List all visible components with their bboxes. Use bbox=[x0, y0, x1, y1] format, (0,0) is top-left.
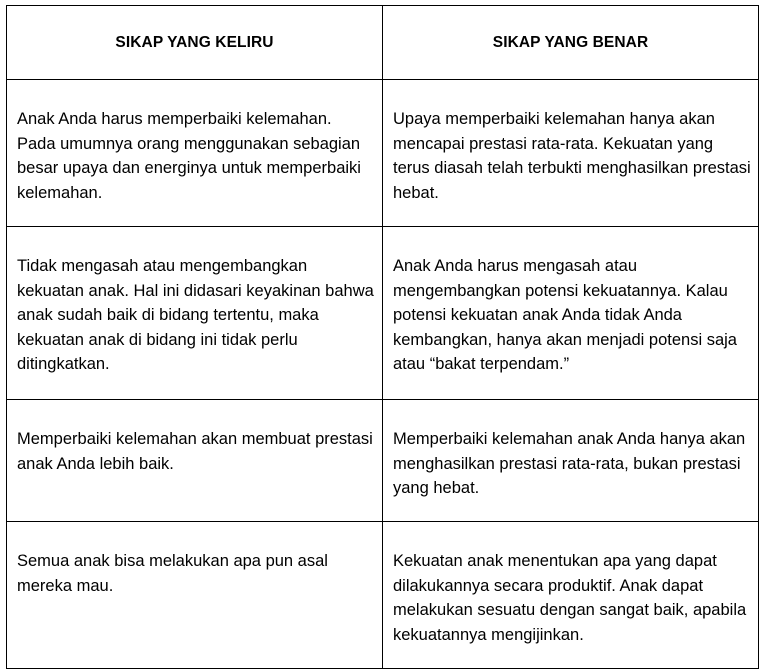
table-row bbox=[7, 227, 759, 400]
cell-text: Semua anak bisa melakukan apa pun asal mereka mau. bbox=[17, 552, 328, 595]
table-cell-keliru bbox=[7, 80, 383, 227]
cell-text: Anak Anda harus mengasah atau mengembangkan potensi kekuatannya. Kalau potensi kekuatan anak Anda tidak Anda kembangkan, hanya akan menjadi potensi saja atau “bakat terpendam.” bbox=[393, 257, 737, 373]
table-cell-benar bbox=[383, 522, 759, 669]
cell-text: Upaya memperbaiki kelemahan hanya akan mencapai prestasi rata-rata. Kekuatan yang terus diasah telah terbukti menghasilkan prestasi hebat. bbox=[393, 110, 751, 202]
table-cell-keliru bbox=[7, 400, 383, 522]
table-cell-benar bbox=[383, 80, 759, 227]
table-header-row bbox=[7, 6, 759, 80]
table-row bbox=[7, 522, 759, 669]
table-row bbox=[7, 80, 759, 227]
cell-text: Memperbaiki kelemahan anak Anda hanya akan menghasilkan prestasi rata-rata, bukan prestasi yang hebat. bbox=[393, 430, 746, 497]
table-row bbox=[7, 400, 759, 522]
table-cell-benar bbox=[383, 400, 759, 522]
table-cell-keliru bbox=[7, 522, 383, 669]
comparison-table bbox=[6, 5, 759, 669]
header-sikap-benar: SIKAP YANG BENAR bbox=[383, 6, 759, 80]
cell-text: Kekuatan anak menentukan apa yang dapat dilakukannya secara produktif. Anak dapat melakukan sesuatu dengan sangat baik, apabila kekuatannya mengijinkan. bbox=[393, 552, 747, 644]
cell-text: Anak Anda harus memperbaiki kelemahan. Pada umumnya orang menggunakan sebagian besar upaya dan energinya untuk memperbaiki kelemahan. bbox=[17, 110, 361, 202]
cell-text: Tidak mengasah atau mengembangkan kekuatan anak. Hal ini didasari keyakinan bahwa anak sudah baik di bidang tertentu, maka kekuatan anak di bidang ini tidak perlu ditingkatkan. bbox=[17, 257, 374, 373]
table-cell-benar bbox=[383, 227, 759, 400]
table-cell-keliru bbox=[7, 227, 383, 400]
cell-text: Memperbaiki kelemahan akan membuat prestasi anak Anda lebih baik. bbox=[17, 430, 373, 473]
header-sikap-keliru: SIKAP YANG KELIRU bbox=[7, 6, 383, 80]
